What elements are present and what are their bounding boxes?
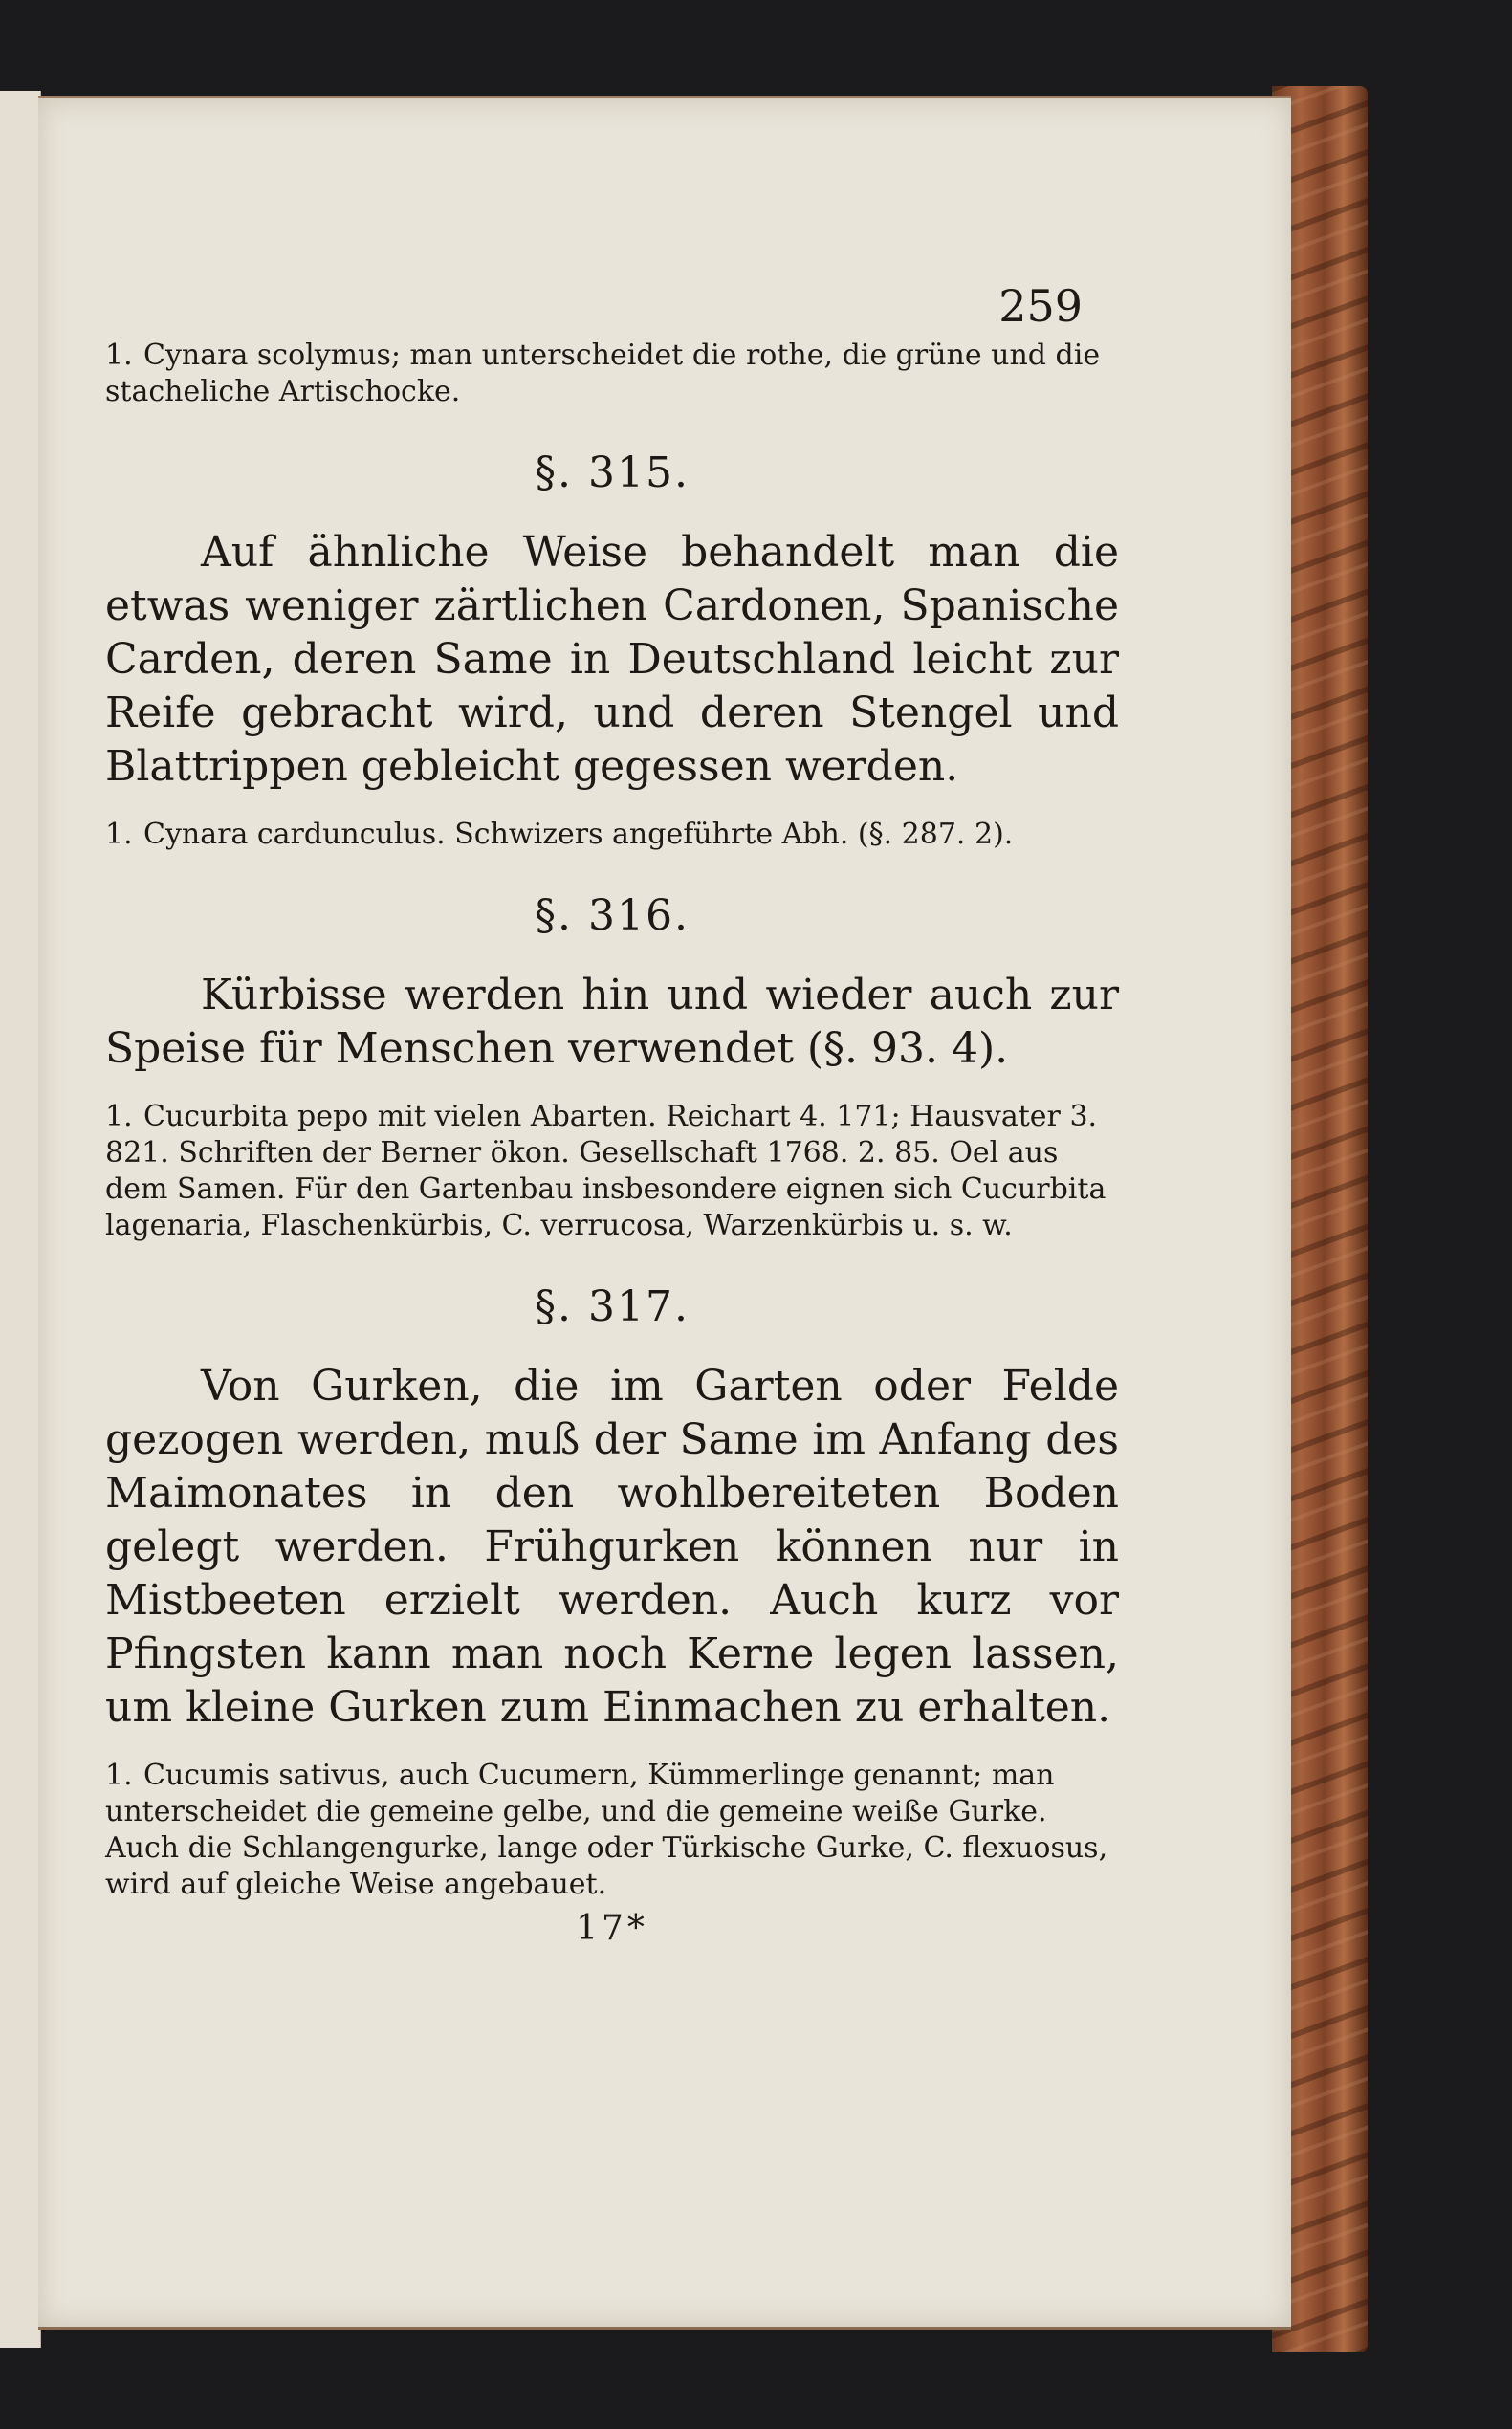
page-number: 259 <box>998 280 1083 332</box>
section-heading-317: §. 317. <box>535 1282 690 1331</box>
footnote-text: Cynara scolymus; man unterscheidet die rothe, die grüne und die stacheliche Artischocke. <box>105 339 1101 408</box>
section-heading-316: §. 316. <box>535 891 690 940</box>
section-heading-315: §. 315. <box>535 449 690 497</box>
footnote-317 <box>105 1758 1119 1903</box>
footnote-text: Cucumis sativus, auch Cucumern, Kümmerlinge genannt; man unterscheidet die gemeine gelbe, und die gemeine weiße Gurke. Auch die Schlangengurke, lange oder Türkische Gurke, C. flexuosus, wird auf gleiche Weise angebauet. <box>105 1759 1108 1901</box>
footnote-text: Cynara cardunculus. Schwizers angeführte Abh. (§. 287. 2). <box>143 818 1014 851</box>
previous-page-edge <box>0 91 41 2348</box>
footnote-number: 1. <box>105 339 133 372</box>
footnote-number: 1. <box>105 1759 133 1792</box>
book-page <box>38 96 1291 2330</box>
footnote-number: 1. <box>105 818 133 851</box>
page-content <box>105 338 1119 1948</box>
footnote-number: 1. <box>105 1100 133 1133</box>
footnote-316 <box>105 1099 1119 1244</box>
paragraph-315: Auf ähnliche Weise behandelt man die etwas weniger zärtlichen Cardonen, Spanische Carden, deren Same in Deutschland leicht zur Reife gebracht wird, und deren Stengel und Blattrippen gebleicht gegessen werden. <box>105 528 1119 791</box>
footnote-text: Cucurbita pepo mit vielen Abarten. Reichart 4. 171; Hausvater 3. 821. Schriften der Berner ökon. Gesellschaft 1768. 2. 85. Oel aus dem Samen. Für den Gartenbau insbesondere eignen sich Cucurbita lagenaria, Flaschenkürbis, C. verrucosa, Warzenkürbis u. s. w. <box>105 1100 1107 1242</box>
paragraph-316: Kürbisse werden hin und wieder auch zur Speise für Menschen verwendet (§. 93. 4). <box>105 971 1119 1073</box>
paragraph-317: Von Gurken, die im Garten oder Felde gezogen werden, muß der Same im Anfang des Maimonates in den wohlbereiteten Boden gelegt werden. Frühgurken können nur in Mistbeeten erzielt werden. Auch kurz vor Pfingsten kann man noch Kerne legen lassen, um kleine Gurken zum Einmachen zu erhalten. <box>105 1362 1119 1732</box>
footnote-cynara-scolymus <box>105 338 1119 410</box>
signature-mark: 17* <box>576 1909 648 1948</box>
footnote-315 <box>105 817 1119 853</box>
